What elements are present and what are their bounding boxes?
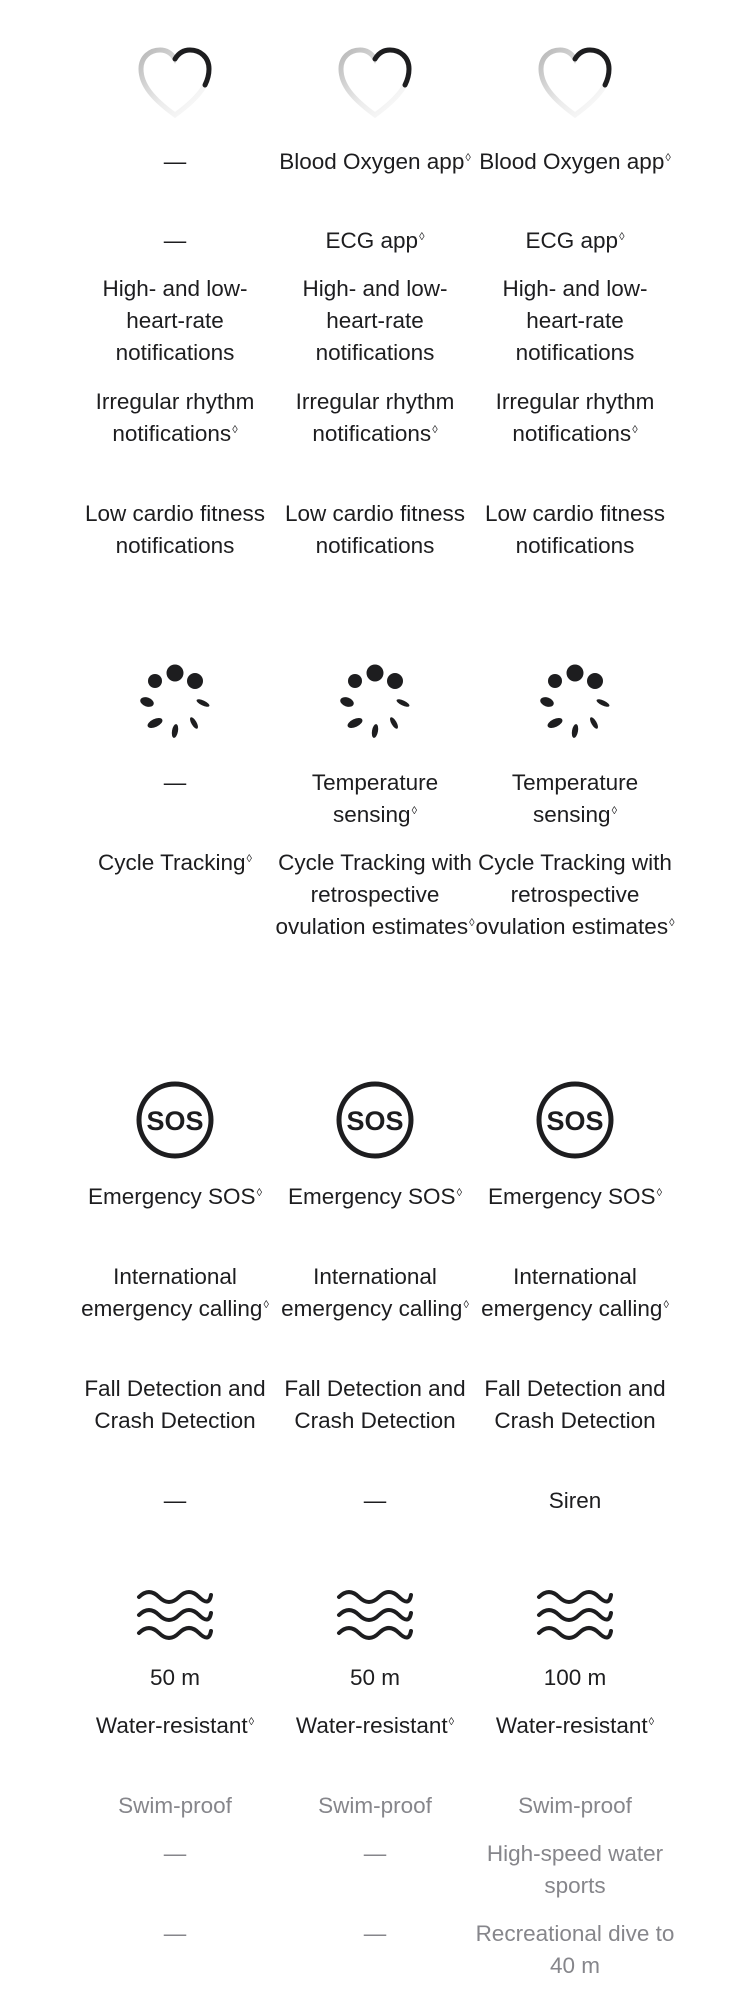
blood-oxygen-value: Blood Oxygen app◊ — [479, 149, 671, 174]
sos-icon — [75, 1080, 275, 1160]
international-emergency-calling: International emergency calling◊ — [81, 1264, 269, 1321]
high-speed-water-sports: — — [163, 1841, 187, 1866]
cycle-tracking: Cycle Tracking with retrospective ovulation estimates◊ — [275, 850, 475, 939]
siren: Siren — [548, 1488, 602, 1513]
cycle-tracking-icon — [475, 663, 675, 747]
blood-oxygen-value: — — [163, 149, 187, 174]
water-depth: 50 m — [149, 1665, 201, 1690]
cardio-fitness-notifications: Low cardio fitness notifications — [484, 501, 666, 558]
ecg-value: ECG app◊ — [525, 228, 625, 253]
water-depth: 100 m — [543, 1665, 607, 1690]
water-resistant: Water-resistant◊ — [495, 1713, 655, 1738]
water-waves-icon — [475, 1585, 675, 1645]
recreational-dive: — — [363, 1921, 387, 1946]
fall-detection: Fall Detection and Crash Detection — [84, 1376, 266, 1433]
siren: — — [163, 1488, 187, 1513]
sos-icon — [475, 1080, 675, 1160]
international-emergency-calling: International emergency calling◊ — [281, 1264, 469, 1321]
sos-icon — [275, 1080, 475, 1160]
cardio-fitness-notifications: Low cardio fitness notifications — [84, 501, 266, 558]
temperature-sensing: Temperature sensing◊ — [511, 770, 639, 827]
cycle-tracking: Cycle Tracking with retrospective ovulation estimates◊ — [475, 850, 675, 939]
recreational-dive: — — [163, 1921, 187, 1946]
water-resistant: Water-resistant◊ — [95, 1713, 255, 1738]
international-emergency-calling: International emergency calling◊ — [481, 1264, 669, 1321]
cycle-tracking-icon — [275, 663, 475, 747]
fall-detection: Fall Detection and Crash Detection — [484, 1376, 666, 1433]
high-speed-water-sports: — — [363, 1841, 387, 1866]
ecg-value: ECG app◊ — [325, 228, 425, 253]
blood-oxygen-value: Blood Oxygen app◊ — [279, 149, 471, 174]
siren: — — [363, 1488, 387, 1513]
cycle-tracking-icon — [75, 663, 275, 747]
heart-icon — [275, 45, 475, 119]
emergency-sos: Emergency SOS◊ — [287, 1184, 462, 1209]
irregular-rhythm-notifications: Irregular rhythm notifications◊ — [295, 389, 455, 446]
svg-text:SOS: SOS — [346, 1106, 404, 1136]
heart-icon — [75, 45, 275, 119]
temperature-sensing: — — [163, 770, 187, 795]
fall-detection: Fall Detection and Crash Detection — [284, 1376, 466, 1433]
recreational-dive: Recreational dive to 40 m — [475, 1921, 675, 1978]
cardio-fitness-notifications: Low cardio fitness notifications — [284, 501, 466, 558]
ecg-value: — — [163, 228, 187, 253]
heart-rate-notifications: High- and low-heart-rate notifications — [302, 276, 448, 365]
swim-proof: Swim-proof — [118, 1793, 232, 1818]
irregular-rhythm-notifications: Irregular rhythm notifications◊ — [95, 389, 255, 446]
heart-rate-notifications: High- and low-heart-rate notifications — [502, 276, 648, 365]
cycle-tracking: Cycle Tracking◊ — [98, 850, 252, 875]
svg-text:SOS: SOS — [546, 1106, 604, 1136]
temperature-sensing: Temperature sensing◊ — [311, 770, 439, 827]
swim-proof: Swim-proof — [518, 1793, 632, 1818]
high-speed-water-sports: High-speed water sports — [486, 1841, 664, 1898]
heart-icon — [475, 45, 675, 119]
water-waves-icon — [275, 1585, 475, 1645]
heart-rate-notifications: High- and low-heart-rate notifications — [102, 276, 248, 365]
irregular-rhythm-notifications: Irregular rhythm notifications◊ — [495, 389, 655, 446]
water-depth: 50 m — [349, 1665, 401, 1690]
emergency-sos: Emergency SOS◊ — [87, 1184, 262, 1209]
swim-proof: Swim-proof — [318, 1793, 432, 1818]
water-waves-icon — [75, 1585, 275, 1645]
svg-text:SOS: SOS — [146, 1106, 204, 1136]
emergency-sos: Emergency SOS◊ — [487, 1184, 662, 1209]
water-resistant: Water-resistant◊ — [295, 1713, 455, 1738]
